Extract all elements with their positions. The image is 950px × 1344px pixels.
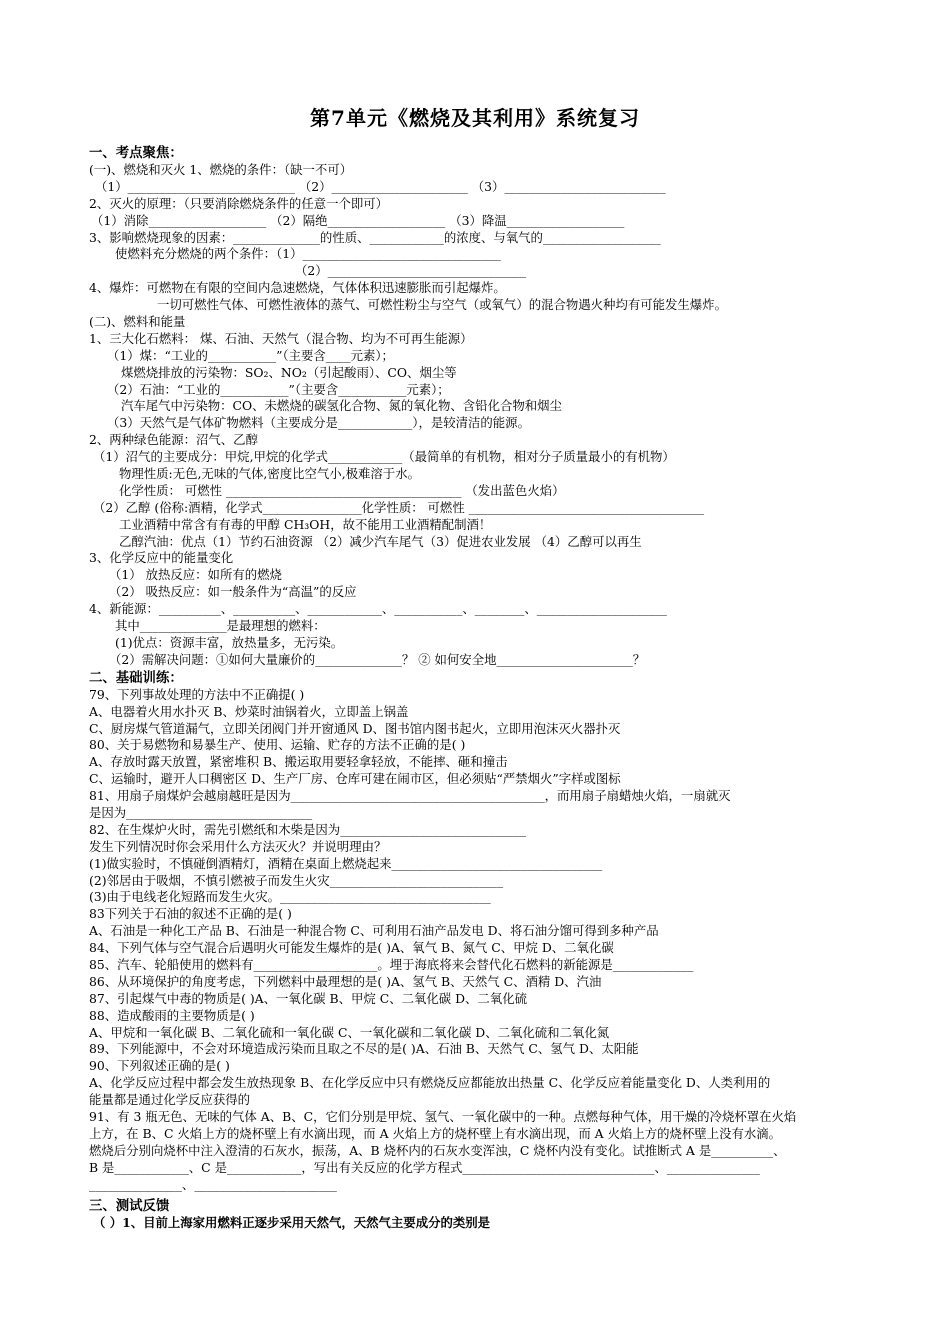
text-line: 煤燃烧排放的污染物：SO₂、NO₂（引起酸雨）、CO、烟尘等: [121, 364, 457, 380]
text-line: (一)、燃烧和灭火 1、燃烧的条件：（缺一不可）: [89, 162, 353, 177]
text-line: 燃烧后分别向烧杯中注入澄清的石灰水，振荡，A、B 烧杯内的石灰水变浑浊，C 烧杯内没有变化。试推断式 A 是__________、: [89, 1142, 786, 1158]
text-line: 88、造成酸雨的主要物质是( ): [89, 1007, 255, 1023]
text-line: A、化学反应过程中都会发生放热现象 B、在化学反应中只有燃烧反应都能放出热量 C、化学反应着能量变化 D、人类利用的: [89, 1075, 771, 1091]
text-line: (1)优点：资源丰富，放热量多，无污染。: [115, 634, 344, 650]
text-line: _______________、_______________________: [89, 1176, 337, 1192]
text-line: 79、下列事故处理的方法中不正确提( ): [89, 686, 305, 702]
text-line: 3、化学反应中的能量变化: [89, 550, 234, 566]
text-line: 乙醇汽油：优点（1）节约石油资源 （2）减少汽车尾气（3）促进农业发展 （4）乙醇可以再生: [119, 533, 642, 549]
text-line: 81、用扇子扇煤炉会越扇越旺是因为_________________________________________，而用扇子扇蜡烛火焰，一扇就灭: [89, 788, 731, 804]
text-line: （1）消除___________________ （2）隔绝___________________ （3）降温___________________: [91, 212, 625, 228]
section-heading: 二、基础训练：: [89, 669, 183, 686]
text-line: 91、有 3 瓶无色、无味的气体 A、B、C，它们分别是甲烷、氢气、一氧化碳中的一种。点燃每种气体，用干燥的冷烧杯罩在火焰: [89, 1108, 797, 1124]
text-line: 89、下列能源中，不会对环境造成污染而且取之不尽的是( )A、石油 B、天然气 C、氢气 D、太阳能: [89, 1041, 639, 1057]
text-line: C、厨房煤气管道漏气，立即关闭阀门并开窗通风 D、图书馆内图书起火，立即用泡沫灭火器扑灭: [89, 720, 621, 736]
text-line: 4、爆炸：可燃物在有限的空间内急速燃烧，气体体积迅速膨胀而引起爆炸。: [89, 280, 506, 296]
text-line: （2） 吸热反应：如一般条件为“高温”的反应: [109, 584, 357, 600]
text-line: 是因为______________________________: [89, 804, 313, 820]
text-line: 85、汽车、轮船使用的燃料有____________________。埋于海底将来会替代化石燃料的新能源是_____________: [89, 956, 694, 972]
text-line: （1）煤：“工业的___________”（主要含____元素）；: [107, 347, 394, 363]
text-line: 1、三大化石燃料： 煤、石油、天然气（混合物、均为不可再生能源）: [89, 330, 473, 346]
text-line: 87、引起煤气中毒的物质是( )A、一氧化碳 B、甲烷 C、二氧化碳 D、二氧化硫: [89, 990, 527, 1006]
text-line: 使燃料充分燃烧的两个条件：（1）________________________________: [115, 246, 501, 262]
text-line: （3）天然气是气体矿物燃料（主要成分是____________），是较清洁的能源。: [107, 415, 530, 431]
text-line: 2、灭火的原理：（只要消除燃烧条件的任意一个即可）: [89, 195, 389, 211]
text-line: 86、从环境保护的角度考虑，下列燃料中最理想的是( )A、氢气 B、天然气 C、酒精 D、汽油: [89, 973, 602, 989]
text-line: 物理性质:无色,无味的气体,密度比空气小,极难溶于水。: [119, 466, 420, 482]
text-line: C、运输时，避开人口稠密区 D、生产厂房、仓库可建在闹市区，但必须贴“严禁烟火”字样或图标: [89, 771, 621, 787]
text-line: (1)做实验时，不慎碰倒酒精灯，酒精在桌面上燃烧起来__________________________________: [89, 855, 603, 871]
section-heading: 三、测试反馈: [89, 1198, 170, 1215]
text-line: (2)邻居由于吸烟，不慎引燃被子而发生火灾____________________________: [89, 872, 504, 888]
text-line: 其中______________是最理想的燃料：: [115, 618, 326, 634]
text-line: （2）需解决问题：①如何大量廉价的______________？ ② 如何安全地______________________？: [109, 651, 646, 667]
text-line: A、甲烷和一氧化碳 B、二氧化硫和一氧化碳 C、一氧化碳和二氧化碳 D、二氧化硫和二氧化氮: [89, 1024, 610, 1040]
text-line: (3)由于电线老化短路而发生火灾。__________________________________: [89, 889, 491, 905]
text-line: （2）乙醇 (俗称:酒精，化学式________________化学性质： 可燃性 ______________________________________: [93, 499, 705, 515]
text-line: （2）石油：“工业的___________”（主要含___________元素）；: [107, 381, 450, 397]
text-line: 一切可燃性气体、可燃性液体的蒸气、可燃性粉尘与空气（或氧气）的混合物遇火种均有可能发生爆炸。: [157, 297, 727, 313]
text-line: 82、在生煤炉火时，需先引燃纸和木柴是因为______________________________: [89, 821, 527, 837]
text-line: 汽车尾气中污染物：CO、未燃烧的碳氢化合物、氮的氧化物、含铅化合物和烟尘: [121, 398, 562, 414]
text-line: （1）沼气的主要成分：甲烷,甲烷的化学式____________（最简单的有机物，相对分子质量最小的有机物）: [93, 449, 675, 465]
text-line: （1）___________________________ （2）______________________ （3）__________________________: [95, 178, 666, 194]
text-line: B 是____________、C 是____________，写出有关反应的化学方程式_______________________________、_______________: [89, 1159, 760, 1175]
text-line: 发生下列情况时你会采用什么方法灭火？并说明理由？: [89, 838, 387, 854]
text-line: A、石油是一种化工产品 B、石油是一种混合物 C、可利用石油产品发电 D、将石油分馏可得到多种产品: [89, 923, 659, 939]
text-line: 2、两种绿色能源：沼气、乙醇: [89, 432, 258, 448]
text-line: 80、关于易燃物和易暴生产、使用、运输、贮存的方法不正确的是( ): [89, 737, 466, 753]
text-line: 90、下列叙述正确的是( ): [89, 1058, 230, 1074]
text-line: 84、下列气体与空气混合后遇明火可能发生爆炸的是( )A、氧气 B、氮气 C、甲烷 D、二氧化碳: [89, 940, 614, 956]
text-line: 能量都是通过化学反应获得的: [89, 1092, 251, 1108]
text-line: A、存放时露天放置，紧密堆积 B、搬运取用要轻拿轻放，不能摔、砸和撞击: [89, 754, 508, 770]
text-line: （2）________________________________: [295, 263, 526, 279]
document-body: [89, 144, 869, 1232]
text-line: 上方，在 B、C 火焰上方的烧杯壁上有水滴出现，而 A 火焰上方的烧杯壁上有水滴出现，而 A 火焰上方的烧杯壁上没有水滴。: [89, 1125, 782, 1141]
text-line: 83下列关于石油的叙述不正确的是( ): [89, 906, 292, 922]
text-line: 工业酒精中常含有有毒的甲醇 CH₃OH，故不能用工业酒精配制酒！: [119, 516, 492, 532]
text-line: 3、影响燃烧现象的因素：______________的性质、____________的浓度、与氧气的___________________: [89, 229, 661, 245]
page-title: 第7单元《燃烧及其利用》系统复习: [310, 106, 640, 130]
text-line: A、电器着火用水扑灭 B、炒菜时油锅着火，立即盖上锅盖: [89, 703, 409, 719]
section-heading: 一、考点聚焦：: [89, 145, 183, 161]
text-line: （1） 放热反应：如所有的燃烧: [109, 567, 282, 583]
text-line: (二)、燃料和能量: [89, 314, 186, 330]
text-line: （ ）1、目前上海家用燃料正逐步采用天然气，天然气主要成分的类别是: [93, 1215, 491, 1231]
text-line: 4、新能源：__________、__________、____________、___________、________、_____________________: [89, 601, 667, 617]
text-line: 化学性质： 可燃性 ______________________________________ （发出蓝色火焰）: [119, 482, 565, 498]
